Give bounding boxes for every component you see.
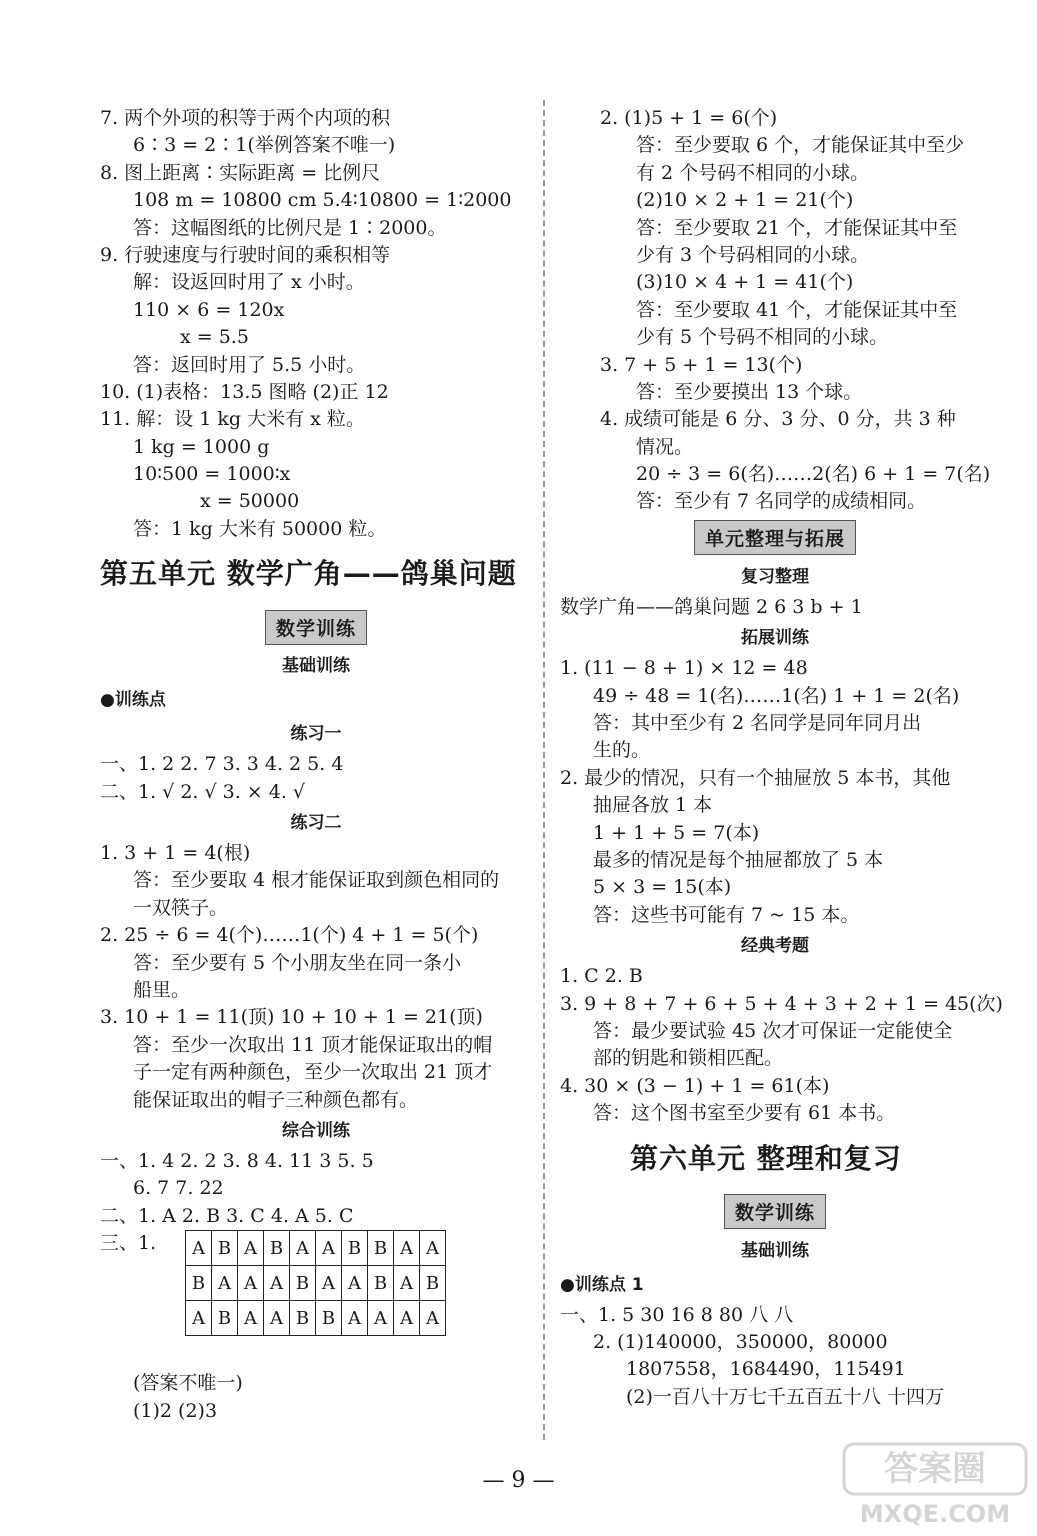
answer-line: 子一定有两种颜色，至少一次取出 21 顶才: [133, 1061, 493, 1084]
answer-line: x = 5.5: [180, 326, 249, 349]
answer-line: 答：这幅图纸的比例尺是 1∶2000。: [133, 216, 447, 239]
grid-cell: A: [394, 1266, 420, 1301]
grid-cell: A: [264, 1301, 290, 1336]
right-column: [560, 105, 1003, 1411]
answer-line: 答：最少要试验 45 次才可保证一定能使全: [593, 1019, 953, 1042]
answer-line: 答：至少要有 5 个小朋友坐在同一条小: [133, 951, 462, 974]
subsection-heading: 基础训练: [282, 656, 350, 677]
subsection-heading: 基础训练: [741, 1240, 809, 1261]
bullet-heading: ●训练点 1: [560, 1274, 644, 1295]
answer-line: 7. 两个外项的积等于两个内项的积: [100, 107, 391, 129]
svg-text:MXQE.COM: MXQE.COM: [859, 1500, 1011, 1528]
grid-prefix: 三、1.: [100, 1232, 157, 1255]
answer-line: 答：1 kg 大米有 50000 粒。: [133, 517, 387, 540]
answer-line: 答：其中至少有 2 名同学是同年同月出: [593, 712, 922, 735]
answer-line: 6∶3 = 2∶1(举例答案不唯一): [133, 134, 396, 157]
answer-line: 一、1. 5 30 16 8 80 八 八: [560, 1303, 794, 1326]
answer-line: x = 50000: [200, 490, 300, 513]
subsection-heading: 练习一: [290, 724, 342, 745]
grid-cell: B: [420, 1266, 446, 1301]
grid-cell: A: [394, 1231, 420, 1266]
grid-cell: A: [420, 1231, 446, 1266]
grid-cell: A: [238, 1301, 264, 1336]
grid-cell: A: [420, 1301, 446, 1336]
grid-cell: B: [290, 1266, 316, 1301]
grid-cell: A: [186, 1231, 212, 1266]
answer-line: 船里。: [133, 978, 191, 1001]
answer-line: 1. (11 − 8 + 1) × 12 = 48: [560, 657, 808, 680]
answer-line: 2. 最少的情况，只有一个抽屉放 5 本书，其他: [560, 766, 951, 789]
column-divider: [543, 100, 545, 1440]
answer-line: 3. 7 + 5 + 1 = 13(个): [600, 353, 803, 376]
answer-line: (1)2 (2)3: [133, 1399, 218, 1422]
answer-line: 108 m = 10800 cm 5.4∶10800 = 1∶2000: [133, 189, 512, 212]
answer-line: 答：至少要取 6 个，才能保证其中至少: [636, 134, 965, 157]
answer-line: 2. 25 ÷ 6 = 4(个)……1(个) 4 + 1 = 5(个): [100, 924, 479, 947]
answer-line: 一、1. 4 2. 2 3. 8 4. 11 3 5. 5: [100, 1149, 374, 1172]
answer-line: 少有 5 个号码不相同的小球。: [636, 326, 889, 349]
grid-cell: B: [264, 1231, 290, 1266]
section-box-row: [100, 605, 532, 649]
answer-line: 答：至少要取 41 个，才能保证其中至: [636, 298, 958, 321]
answer-line: 答：这些书可能有 7 ~ 15 本。: [593, 903, 860, 926]
svg-text:答案圈: 答案圈: [884, 1449, 986, 1489]
section-box-label: 数学训练: [265, 610, 367, 645]
answer-line: 答：至少要取 21 个，才能保证其中至: [636, 216, 958, 239]
answer-line: 4. 成绩可能是 6 分、3 分、0 分，共 3 种: [600, 408, 956, 431]
answer-line: 8. 图上距离∶实际距离 = 比例尺: [100, 161, 381, 184]
page-number: — 9 —: [482, 1468, 555, 1493]
answer-line: 11. 解：设 1 kg 大米有 x 粒。: [100, 408, 365, 431]
grid-cell: A: [238, 1266, 264, 1301]
answer-line: 1 kg = 1000 g: [133, 435, 270, 458]
answer-line: 1. 3 + 1 = 4(根): [100, 842, 251, 865]
answer-line: 答：至少有 7 名同学的成绩相同。: [636, 490, 927, 513]
answer-line: 49 ÷ 48 = 1(名)……1(名) 1 + 1 = 2(名): [593, 684, 960, 707]
answer-line: 答：至少一次取出 11 顶才能保证取出的帽: [133, 1033, 493, 1056]
answer-line: 10. (1)表格：13.5 图略 (2)正 12: [100, 380, 389, 403]
answer-line: 3. 10 + 1 = 11(顶) 10 + 10 + 1 = 21(顶): [100, 1006, 483, 1029]
answer-line: (3)10 × 4 + 1 = 41(个): [636, 271, 854, 294]
section-box-row: [560, 1190, 990, 1234]
answer-line: 20 ÷ 3 = 6(名)……2(名) 6 + 1 = 7(名): [636, 463, 991, 486]
grid-row: [186, 1301, 446, 1336]
answer-line: 答：返回时用了 5.5 小时。: [133, 353, 366, 376]
subsection-heading: 复习整理: [741, 566, 809, 587]
ab-grid-table: [185, 1230, 446, 1336]
section-box-label: 单元整理与拓展: [694, 520, 856, 555]
answer-line: 能保证取出的帽子三种颜色都有。: [133, 1088, 419, 1111]
answer-line: 二、1. A 2. B 3. C 4. A 5. C: [100, 1204, 354, 1227]
answer-line: 2. (1)5 + 1 = 6(个): [600, 107, 778, 129]
grid-cell: A: [264, 1266, 290, 1301]
answer-line: 答：至少要摸出 13 个球。: [636, 380, 863, 403]
answer-line: 1 + 1 + 5 = 7(本): [593, 821, 760, 844]
grid-cell: B: [368, 1231, 394, 1266]
answer-line: 10∶500 = 1000∶x: [133, 463, 291, 486]
answer-line: 情况。: [636, 435, 694, 458]
answer-line: 抽屉各放 1 本: [593, 794, 713, 817]
answer-line: 有 2 个号码不相同的小球。: [636, 161, 870, 184]
answer-line: (2)10 × 2 + 1 = 21(个): [636, 189, 854, 212]
answer-line: 解：设返回时用了 x 小时。: [133, 271, 365, 294]
grid-cell: B: [290, 1301, 316, 1336]
grid-cell: B: [186, 1266, 212, 1301]
grid-cell: A: [342, 1301, 368, 1336]
grid-cell: B: [316, 1301, 342, 1336]
answer-line: 二、1. √ 2. √ 3. × 4. √: [100, 780, 306, 803]
answer-line: 答：至少要取 4 根才能保证取到颜色相同的: [133, 869, 500, 892]
answer-line: 一、1. 2 2. 7 3. 3 4. 2 5. 4: [100, 753, 344, 776]
left-column: [100, 105, 532, 1425]
grid-cell: A: [394, 1301, 420, 1336]
section-box-label: 数学训练: [724, 1194, 826, 1229]
answer-line: 数学广角——鸽巢问题 2 6 3 b + 1: [560, 595, 863, 618]
answer-line: (2)一百八十万七千五百五十八 十四万: [626, 1385, 944, 1408]
answer-line: 部的钥匙和锁相匹配。: [593, 1047, 784, 1070]
answer-line: 少有 3 个号码相同的小球。: [636, 243, 870, 266]
grid-cell: A: [316, 1266, 342, 1301]
bullet-heading: ●训练点: [100, 690, 166, 711]
unit-title: 第五单元 数学广角——鸽巢问题: [100, 557, 517, 591]
answer-line: 5 × 3 = 15(本): [593, 876, 732, 899]
grid-row: [186, 1266, 446, 1301]
subsection-heading: 练习二: [290, 813, 342, 834]
grid-cell: A: [186, 1301, 212, 1336]
answer-line: 一双筷子。: [133, 896, 229, 919]
grid-cell: B: [342, 1231, 368, 1266]
answer-line: (答案不唯一): [133, 1372, 243, 1395]
answer-line: 3. 9 + 8 + 7 + 6 + 5 + 4 + 3 + 2 + 1 = 45(次): [560, 992, 1003, 1015]
grid-cell: A: [238, 1231, 264, 1266]
grid-answer: [100, 1230, 532, 1370]
answer-line: 110 × 6 = 120x: [133, 298, 285, 321]
grid-cell: A: [368, 1301, 394, 1336]
grid-cell: A: [290, 1231, 316, 1266]
answer-line: 生的。: [593, 739, 651, 762]
watermark-logo-icon: [840, 1440, 1030, 1530]
subsection-heading: 经典考题: [741, 936, 809, 957]
grid-cell: A: [212, 1266, 238, 1301]
section-box-row: [560, 516, 990, 560]
answer-line: 9. 行驶速度与行驶时间的乘积相等: [100, 243, 391, 266]
answer-line: 6. 7 7. 22: [133, 1177, 224, 1200]
unit-title: 第六单元 整理和复习: [630, 1141, 902, 1175]
answer-line: 1807558，1684490，115491: [626, 1358, 906, 1381]
grid-cell: B: [212, 1231, 238, 1266]
answer-line: 最多的情况是每个抽屉都放了 5 本: [593, 848, 884, 871]
grid-cell: B: [368, 1266, 394, 1301]
answer-line: 2. (1)140000，350000，80000: [593, 1330, 888, 1353]
answer-line: 答：这个图书室至少要有 61 本书。: [593, 1102, 896, 1125]
subsection-heading: 综合训练: [282, 1120, 350, 1141]
answer-line: 4. 30 × (3 − 1) + 1 = 61(本): [560, 1074, 830, 1097]
subsection-heading: 拓展训练: [741, 628, 809, 649]
grid-cell: A: [342, 1266, 368, 1301]
grid-cell: A: [316, 1231, 342, 1266]
grid-cell: B: [212, 1301, 238, 1336]
grid-row: [186, 1231, 446, 1266]
answer-line: 1. C 2. B: [560, 965, 643, 988]
